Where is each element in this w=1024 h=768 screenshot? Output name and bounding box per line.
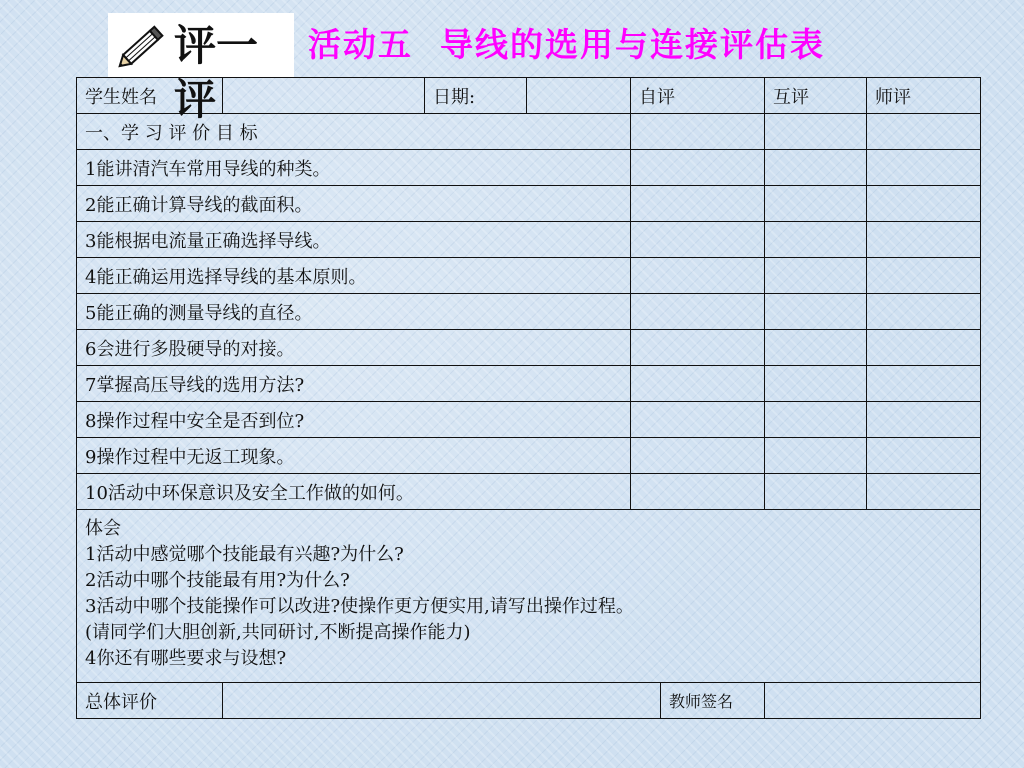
objective-label: 3能根据电流量正确选择导线。 (77, 222, 631, 258)
self-eval-cell[interactable] (631, 114, 765, 150)
self-eval-cell[interactable] (631, 438, 765, 474)
reflection-line: 1活动中感觉哪个技能最有兴趣?为什么? (85, 544, 404, 565)
teacher-signature-label: 教师签名 (661, 683, 765, 719)
teacher-eval-cell[interactable] (867, 402, 981, 438)
objective-row (77, 258, 981, 294)
self-eval-cell[interactable] (631, 366, 765, 402)
reflection-row (77, 510, 981, 683)
objective-label: 10活动中环保意识及安全工作做的如何。 (77, 474, 631, 510)
objective-label: 2能正确计算导线的截面积。 (77, 186, 631, 222)
overall-eval-label: 总体评价 (77, 683, 223, 719)
self-eval-cell[interactable] (631, 402, 765, 438)
date-field[interactable] (527, 78, 631, 114)
objective-row (77, 330, 981, 366)
peer-eval-header: 互评 (765, 78, 867, 114)
objective-label: 4能正确运用选择导线的基本原则。 (77, 258, 631, 294)
page-title: 活动五 导线的选用与连接评估表 (308, 25, 825, 64)
teacher-signature-field[interactable] (765, 683, 981, 719)
peer-eval-cell[interactable] (765, 402, 867, 438)
reflection-line: 2活动中哪个技能最有用?为什么? (85, 570, 350, 591)
objective-row (77, 366, 981, 402)
evaluation-table (76, 77, 981, 719)
self-eval-cell[interactable] (631, 186, 765, 222)
header-row (77, 78, 981, 114)
self-eval-cell[interactable] (631, 294, 765, 330)
footer-row (77, 683, 981, 719)
objective-label: 5能正确的测量导线的直径。 (77, 294, 631, 330)
teacher-eval-cell[interactable] (867, 474, 981, 510)
badge-label: 评一评 (174, 21, 259, 124)
reflection-line: 4你还有哪些要求与设想? (85, 648, 287, 669)
peer-eval-cell[interactable] (765, 258, 867, 294)
self-eval-cell[interactable] (631, 330, 765, 366)
objective-label: 1能讲清汽车常用导线的种类。 (77, 150, 631, 186)
peer-eval-cell[interactable] (765, 114, 867, 150)
teacher-eval-cell[interactable] (867, 438, 981, 474)
peer-eval-cell[interactable] (765, 366, 867, 402)
reflection-cell[interactable] (77, 510, 981, 683)
self-eval-header: 自评 (631, 78, 765, 114)
reflection-line: (请同学们大胆创新,共同研讨,不断提高操作能力) (85, 622, 471, 643)
reflection-line: 3活动中哪个技能操作可以改进?使操作更方便实用,请写出操作过程。 (85, 596, 634, 617)
peer-eval-cell[interactable] (765, 294, 867, 330)
teacher-eval-cell[interactable] (867, 186, 981, 222)
objective-label: 7掌握高压导线的选用方法? (77, 366, 631, 402)
teacher-eval-cell[interactable] (867, 294, 981, 330)
peer-eval-cell[interactable] (765, 222, 867, 258)
objectives-heading-row (77, 114, 981, 150)
pencil-icon (112, 17, 172, 75)
peer-eval-cell[interactable] (765, 474, 867, 510)
date-label: 日期: (425, 78, 527, 114)
objective-row (77, 222, 981, 258)
self-eval-cell[interactable] (631, 474, 765, 510)
self-eval-cell[interactable] (631, 258, 765, 294)
teacher-eval-cell[interactable] (867, 150, 981, 186)
objective-row (77, 402, 981, 438)
objective-row (77, 438, 981, 474)
objective-label: 6会进行多股硬导的对接。 (77, 330, 631, 366)
self-eval-cell[interactable] (631, 222, 765, 258)
student-name-label: 学生姓名 (77, 78, 223, 114)
objective-row (77, 186, 981, 222)
objective-row (77, 150, 981, 186)
reflection-heading: 体会 (85, 518, 121, 539)
objective-label: 9操作过程中无返工现象。 (77, 438, 631, 474)
student-name-field[interactable] (223, 78, 425, 114)
teacher-eval-cell[interactable] (867, 222, 981, 258)
teacher-eval-cell[interactable] (867, 330, 981, 366)
overall-eval-field[interactable] (223, 683, 661, 719)
self-eval-cell[interactable] (631, 150, 765, 186)
peer-eval-cell[interactable] (765, 330, 867, 366)
peer-eval-cell[interactable] (765, 438, 867, 474)
objective-row (77, 294, 981, 330)
objective-label: 8操作过程中安全是否到位? (77, 402, 631, 438)
objective-row (77, 474, 981, 510)
evaluation-form (76, 77, 980, 740)
teacher-eval-header: 师评 (867, 78, 981, 114)
peer-eval-cell[interactable] (765, 150, 867, 186)
objectives-heading: 一、学 习 评 价 目 标 (77, 114, 631, 150)
peer-eval-cell[interactable] (765, 186, 867, 222)
teacher-eval-cell[interactable] (867, 258, 981, 294)
teacher-eval-cell[interactable] (867, 366, 981, 402)
teacher-eval-cell[interactable] (867, 114, 981, 150)
